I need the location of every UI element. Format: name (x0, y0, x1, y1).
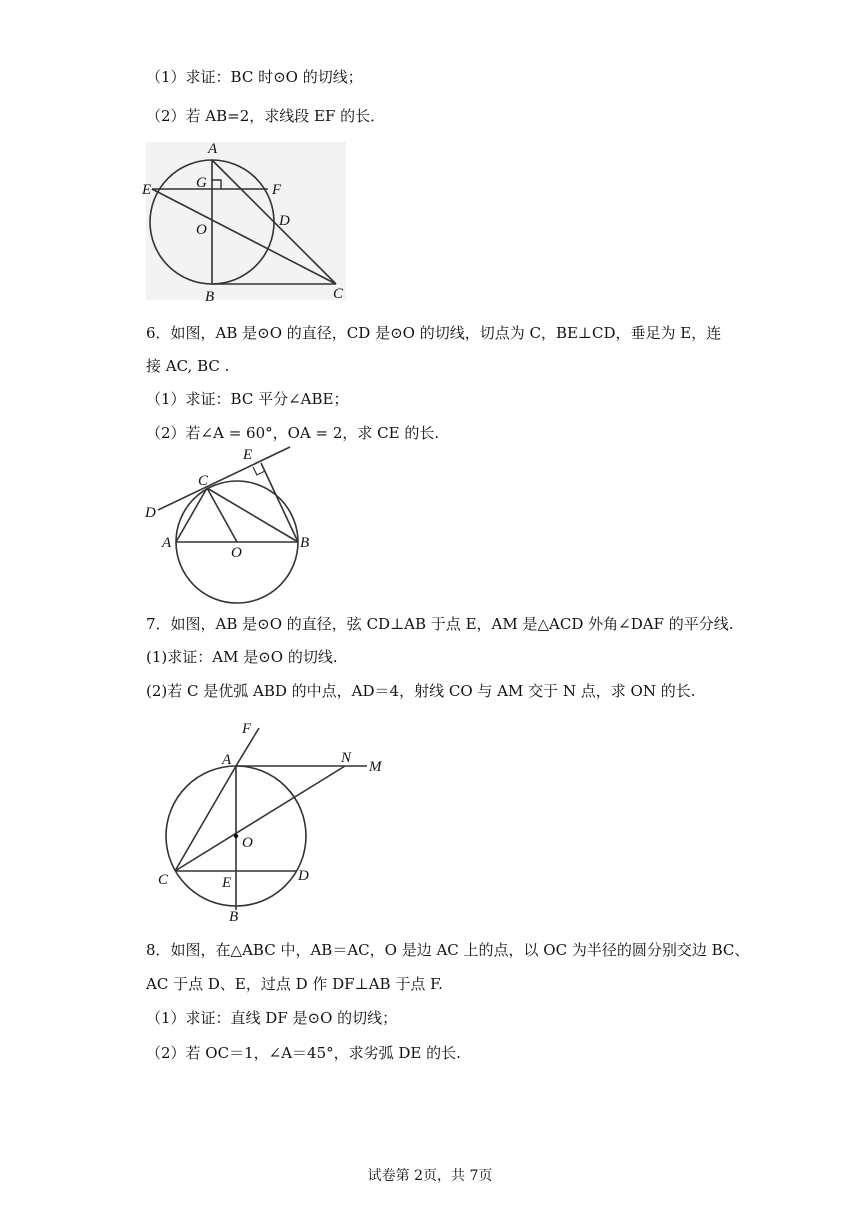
q6-stem-line1: 6．如图，AB 是⊙O 的直径，CD 是⊙O 的切线，切点为 C，BE⊥CD，垂足为 E，连 (146, 324, 722, 342)
q5-label-F: F (272, 182, 282, 198)
q6-label-B: B (300, 535, 310, 551)
q5-label-B: B (205, 289, 215, 305)
q8-part2: （2）若 OC＝1，∠A＝45°，求劣弧 DE 的长. (146, 1044, 461, 1062)
q5-figure (140, 138, 355, 306)
q7-label-F: F (242, 721, 252, 737)
q7-label-N: N (341, 750, 352, 766)
q7-label-E: E (222, 875, 232, 891)
page-footer: 试卷第 2页，共 7页 (367, 1168, 493, 1184)
q5-label-C: C (333, 286, 344, 302)
q7-figure (155, 718, 395, 928)
q6-figure (140, 445, 320, 605)
q7-label-D: D (298, 868, 309, 884)
q7-part1: (1)求证：AM 是⊙O 的切线. (146, 648, 338, 666)
q6-label-A: A (162, 535, 172, 551)
q5-part1: （1）求证：BC 时⊙O 的切线； (146, 68, 363, 86)
q7-label-O: O (242, 835, 253, 851)
q7-label-M: M (369, 759, 382, 775)
q8-part1: （1）求证：直线 DF 是⊙O 的切线； (146, 1009, 398, 1027)
q5-part2: （2）若 AB=2，求线段 EF 的长． (146, 107, 386, 125)
q5-label-E: E (142, 182, 152, 198)
q6-label-D: D (145, 505, 156, 521)
q6-label-O: O (231, 545, 242, 561)
q5-label-A: A (208, 141, 218, 157)
q6-label-E: E (243, 447, 253, 463)
q6-stem-line2: 接 AC, BC . (146, 357, 230, 375)
q6-part1: （1）求证：BC 平分∠ABE； (146, 390, 349, 408)
q5-label-D: D (279, 213, 290, 229)
q7-stem: 7．如图，AB 是⊙O 的直径，弦 CD⊥AB 于点 E，AM 是△ACD 外角∠DAF 的平分线. (146, 615, 734, 633)
q5-label-G: G (196, 175, 207, 191)
q6-part2: （2）若∠A = 60°，OA = 2，求 CE 的长. (146, 424, 440, 442)
q8-stem-line1: 8．如图，在△ABC 中，AB＝AC，O 是边 AC 上的点，以 OC 为半径的圆分别交边 BC、 (146, 941, 750, 959)
q7-label-C: C (158, 872, 169, 888)
q7-label-A: A (222, 752, 232, 768)
q6-label-C: C (198, 473, 209, 489)
q8-stem-line2: AC 于点 D、E，过点 D 作 DF⊥AB 于点 F. (146, 975, 443, 993)
q5-label-O: O (196, 222, 207, 238)
q7-part2: (2)若 C 是优弧 ABD 的中点，AD＝4，射线 CO 与 AM 交于 N 点，求 ON 的长. (146, 682, 696, 700)
q7-label-B: B (229, 909, 239, 925)
